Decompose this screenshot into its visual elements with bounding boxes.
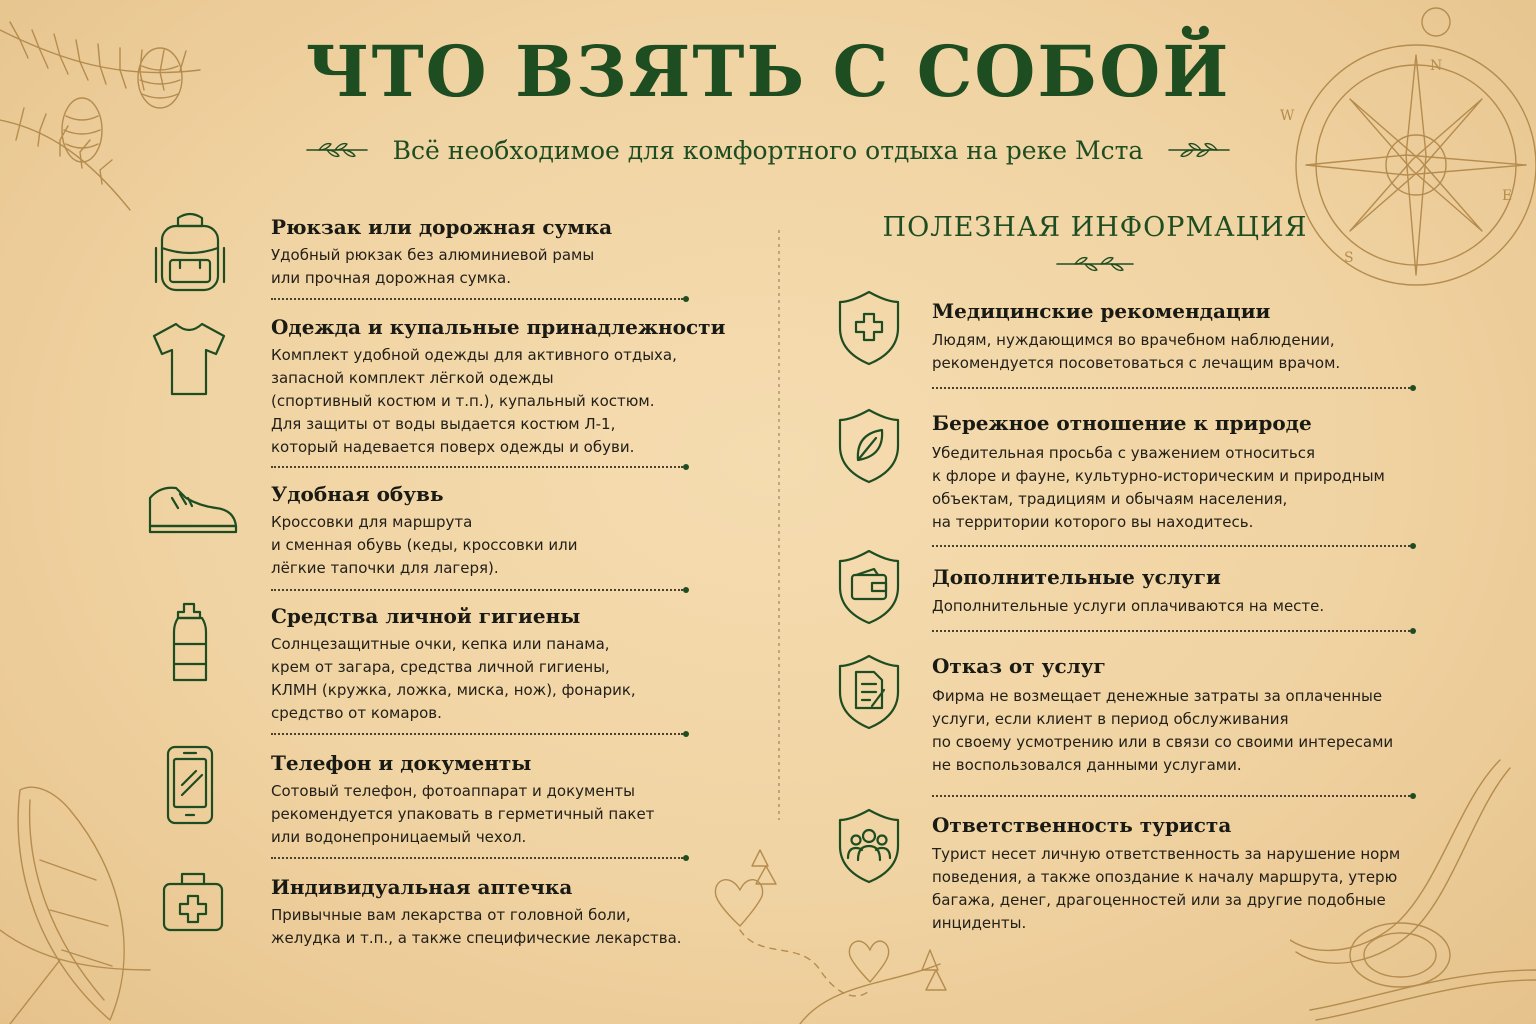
group-shield-icon [836, 806, 902, 886]
item-title: Медицинские рекомендации [932, 299, 1271, 323]
document-shield-icon [836, 652, 902, 732]
dotted-separator [932, 385, 1416, 391]
tshirt-icon [148, 320, 230, 398]
item-title: Ответственность туриста [932, 813, 1232, 837]
item-title: Одежда и купальные принадлежности [271, 315, 726, 339]
bottle-icon [170, 600, 210, 686]
item-title: Удобная обувь [271, 482, 444, 506]
item-description: Фирма не возмещает денежные затраты за оплаченные услуги, если клиент в период обслуживания по своему усмотрению или в связи со своими интересами не воспользовался данными услугами. [932, 687, 1394, 774]
item-title: Индивидуальная аптечка [271, 875, 573, 899]
dotted-separator [271, 731, 689, 737]
item-description: Удобный рюкзак без алюминиевой рамы или прочная дорожная сумка. [271, 246, 595, 287]
svg-text:W: W [1280, 108, 1295, 124]
item-title: Отказ от услуг [932, 654, 1106, 678]
leaf-sprig-icon [1167, 140, 1231, 160]
item-title: Бережное отношение к природе [932, 411, 1312, 435]
route-map-decoration [700, 830, 960, 1024]
page-title: ЧТО ВЗЯТЬ С СОБОЙ [305, 30, 1231, 113]
leaf-shield-icon [836, 406, 902, 486]
dotted-separator [932, 543, 1416, 549]
section-heading: ПОЛЕЗНАЯ ИНФОРМАЦИЯ [882, 212, 1308, 243]
item-title: Рюкзак или дорожная сумка [271, 215, 613, 239]
item-description: Дополнительные услуги оплачиваются на месте. [932, 597, 1325, 615]
item-description: Убедительная просьба с уважением относиться к флоре и фауне, культурно-историческим и природным объектам, традициям и обычаям населения, на территории которого вы находитесь. [932, 444, 1385, 531]
svg-text:N: N [1430, 58, 1443, 74]
svg-text:E: E [1502, 188, 1513, 204]
item-description: Людям, нуждающимся во врачебном наблюдении, рекомендуется посоветоваться с лечащим врачом. [932, 331, 1341, 372]
page-subtitle: Всё необходимое для комфортного отдыха на реке Мста [392, 135, 1144, 165]
dotted-separator [271, 587, 689, 593]
backpack-icon [150, 208, 230, 294]
dotted-separator [271, 855, 689, 861]
leaf-sprig-icon [1055, 254, 1135, 274]
item-description: Кроссовки для маршрута и сменная обувь (кеды, кроссовки или лёгкие тапочки для лагеря). [271, 513, 578, 577]
item-title: Средства личной гигиены [271, 604, 581, 628]
column-divider [778, 230, 780, 820]
item-description: Привычные вам лекарства от головной боли, желудка и т.п., а также специфические лекарства. [271, 906, 682, 947]
dotted-separator [932, 793, 1416, 799]
item-description: Турист несет личную ответственность за нарушение норм поведения, а также опоздание к началу маршрута, утерю багажа, денег, драгоценностей или за другие подобные инциденты. [932, 845, 1401, 932]
subtitle-row [0, 130, 1536, 170]
item-description: Сотовый телефон, фотоаппарат и документы рекомендуется упаковать в герметичный пакет или водонепроницаемый чехол. [271, 782, 655, 846]
phone-icon [164, 745, 216, 825]
item-description: Комплект удобной одежды для активного отдыха, запасной комплект лёгкой одежды (спортивный костюм и т.п.), купальный костюм. Для защиты от воды выдается костюм Л-1, который надевается поверх одежды и обуви. [271, 346, 677, 456]
medical-shield-icon [836, 288, 902, 368]
item-description: Солнцезащитные очки, кепка или панама, крем от загара, средства личной гигиены, КЛМН (кружка, ложка, миска, нож), фонарик, средство от комаров. [271, 635, 636, 722]
item-title: Телефон и документы [271, 751, 532, 775]
dotted-separator [271, 296, 689, 302]
wallet-shield-icon [836, 547, 902, 627]
first-aid-kit-icon [160, 868, 226, 936]
dotted-separator [271, 464, 689, 470]
leaf-sprig-icon [305, 140, 369, 160]
svg-text:S: S [1344, 250, 1354, 266]
sneaker-icon [146, 480, 238, 540]
item-title: Дополнительные услуги [932, 565, 1221, 589]
dotted-separator [932, 628, 1416, 634]
